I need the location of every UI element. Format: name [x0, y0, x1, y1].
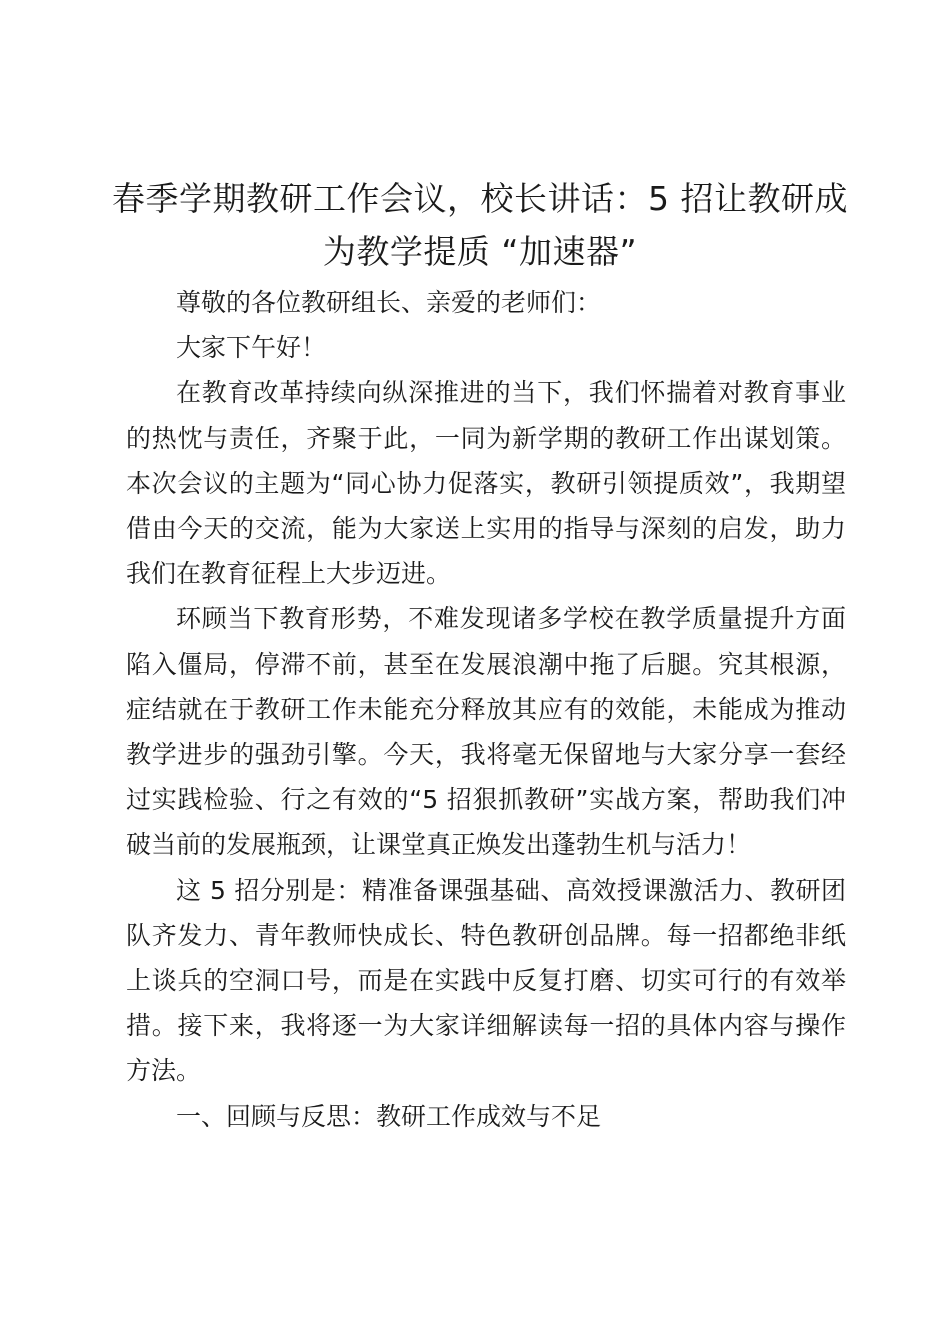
- greeting: 大家下午好！: [176, 333, 327, 363]
- paragraph-situation: 环顾当下教育形势，不难发现诸多学校在教学质量提升方面陷入僵局，停滞不前，甚至在发展浪潮中拖了后腿。究其根源，症结就在于教研工作未能充分释放其应有的效能，未能成为推动教学进步的强劲引擎。今天，我将毫无保留地与大家分享一套经过实践检验、行之有效的“5 招狠抓教研”实战方案，帮助我们冲破当前的发展瓶颈，让课堂真正焕发出蓬勃生机与活力！: [126, 604, 846, 860]
- document-title: 春季学期教研工作会议，校长讲话：5 招让教研成为教学提质 “加速器”: [112, 179, 848, 271]
- section-heading: 一、回顾与反思：教研工作成效与不足: [176, 1101, 602, 1131]
- document-body: [126, 280, 846, 1139]
- salutation: 尊敬的各位教研组长、亲爱的老师们：: [176, 288, 602, 317]
- paragraph-five-measures: 这 5 招分别是：精准备课强基础、高效授课激活力、教研团队齐发力、青年教师快成长、特色教研创品牌。每一招都绝非纸上谈兵的空洞口号，而是在实践中反复打磨、切实可行的有效举措。接下来，我将逐一为大家详细解读每一招的具体内容与操作方法。: [126, 875, 846, 1086]
- paragraph-intro: 在教育改革持续向纵深推进的当下，我们怀揣着对教育事业的热忱与责任，齐聚于此，一同为新学期的教研工作出谋划策。本次会议的主题为“同心协力促落实，教研引领提质效”，我期望借由今天的交流，能为大家送上实用的指导与深刻的启发，助力我们在教育征程上大步迈进。: [126, 378, 846, 589]
